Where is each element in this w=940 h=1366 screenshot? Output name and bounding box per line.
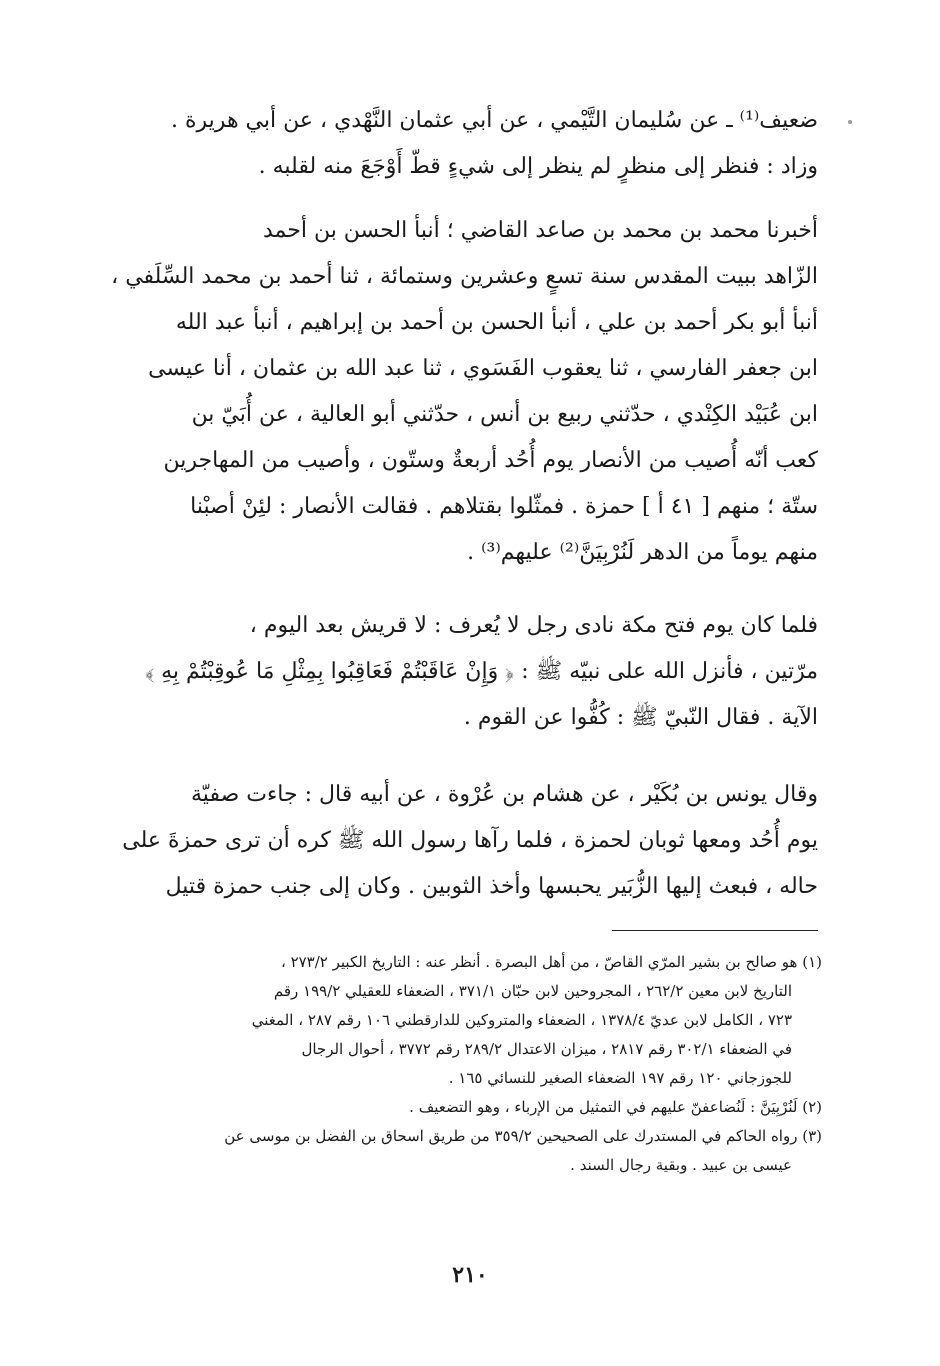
text-line: فلما كان يوم فتح مكة نادى رجل لا يُعرف : لا قريش بعد اليوم ، [249,613,818,638]
footnote-line: (٣) رواه الحاكم في المستدرك على الصحيحين ٣٥٩/٢ من طريق اسحاق بن الفضل بن موسى عن [224,1127,822,1145]
footnote-2 [108,1093,822,1122]
paragraph-2 [100,208,818,576]
text-line: ستّة ؛ منهم [ ٤١ أ ] حمزة . فمثّلوا بقتلاهم . فقالت الأنصار : لئِنْ أصبْنا [190,494,818,519]
text-line: مرّتين ، فأنزل الله على نبيّه ﷺ : ﴿ وَإِنْ عَاقَبْتُمْ فَعَاقِبُوا بِمِثْلِ مَا عُوقِبْتُمْ بِهِ ﴾ [145,659,818,684]
text-line: الزّاهد ببيت المقدس سنة تسعٍ وعشرين وستمائة ، ثنا أحمد بن محمد السِّلَفي ، [111,264,818,289]
footnote-divider [612,930,818,931]
page-number: ٢١٠ [452,1262,488,1288]
footnote-line: للجوزجاني ١٢٠ رقم ١٩٧ الضعفاء الصغير للنسائي ١٦٥ . [448,1069,792,1087]
footnote-line: عيسى بن عبيد . وبقية رجال السند . [570,1156,792,1174]
footnotes [108,948,822,1180]
text-line: كعب أنّه أُصيب من الأنصار يوم أُحُد أربعةٌ وستّون ، وأصيب من المهاجرين [163,448,818,473]
text-line: أخبرنا محمد بن محمد بن صاعد القاضي ؛ أنبأ الحسن بن أحمد [262,218,818,243]
paragraph-3 [100,603,818,741]
footnote-line: ٧٢٣ ، الكامل لابن عديّ ١٣٧٨/٤ ، الضعفاء والمتروكين للدارقطني ١٠٦ رقم ٢٨٧ ، المغني [251,1011,792,1029]
footnote-line: (١) هو صالح بن بشير المرّي القاصّ ، من أهل البصرة . أنظر عنه : التاريخ الكبير ٢٧٣/٢ ، [280,953,822,971]
footnote-line: في الضعفاء ٣٠٢/١ رقم ٢٨١٧ ، ميزان الاعتدال ٢٨٩/٢ رقم ٣٧٧٢ ، أحوال الرجال [301,1040,792,1058]
text-line: الآية . فقال النّبيّ ﷺ : كُفُّوا عن القوم . [463,705,818,730]
text-line: وزاد : فنظر إلى منظرٍ لم ينظر إلى شيءٍ قطّ أَوْجَعَ منه لقلبه . [258,154,818,179]
text-line: منهم يوماً من الدهر لَنُرْبِيَنَّ⁽²⁾ عليهم⁽³⁾ . [467,540,818,565]
paragraph-4 [100,772,818,910]
footnote-1 [108,948,822,1093]
footnote-3 [108,1122,822,1180]
paragraph-1 [100,98,818,190]
text-line: ابن جعفر الفارسي ، ثنا يعقوب الفَسَوي ، ثنا عبد الله بن عثمان ، أنا عيسى [148,356,818,381]
footnote-line: التاريخ لابن معين ٢٦٢/٢ ، المجروحين لابن حبّان ٣٧١/١ ، الضعفاء للعقيلي ١٩٩/٢ رقم [273,982,792,1000]
text-line: يوم أُحُد ومعها ثوبان لحمزة ، فلما رآها رسول الله ﷺ كره أن ترى حمزةَ على [122,828,818,853]
text-line: ابن عُبَيْد الكِنْدي ، حدّثني ربيع بن أنس ، حدّثني أبو العالية ، عن أُبَيّ بن [191,402,818,427]
text-line: حاله ، فبعث إليها الزُّبَير يحبسها وأخذ الثوبين . وكان إلى جنب حمزة قتيل [165,874,818,899]
margin-mark [848,120,852,124]
text-line: ضعيف⁽¹⁾ ـ عن سُليمان التَّيْمي ، عن أبي عثمان النَّهْدي ، عن أبي هريرة . [171,108,818,133]
text-line: أنبأ أبو بكر أحمد بن علي ، أنبأ الحسن بن أحمد بن إبراهيم ، أنبأ عبد الله [175,310,818,335]
text-line: وقال يونس بن بُكَيْر ، عن هشام بن عُرْوة ، عن أبيه قال : جاءت صفيّة [191,782,818,807]
footnote-line: (٢) لَنُرْبِيَنَّ : لَنُضاعفنّ عليهم في التمثيل من الإرباء ، وهو التضعيف . [409,1098,822,1116]
